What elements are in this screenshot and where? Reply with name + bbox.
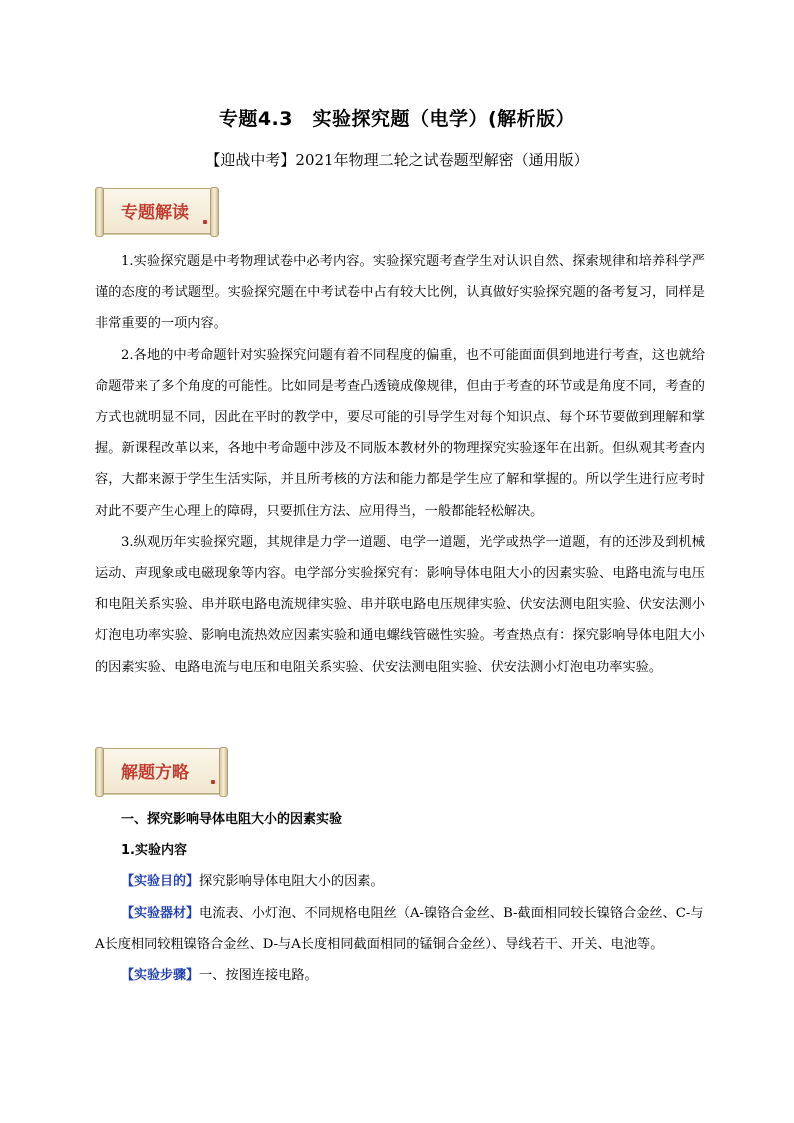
section-banner-strategy (98, 748, 225, 794)
subsection-heading: 1.实验内容 (121, 843, 187, 859)
steps-tag: 【实验步骤】 (121, 968, 200, 984)
banner-label: 专题解读 (121, 203, 189, 223)
paragraph: 2.各地的中考命题针对实验探究问题有着不同程度的偏重，也不可能面面俱到地进行考查，这也就给命题带来了多个角度的可能性。比如同是考查凸透镜成像规律，但由于考查的环节或是角度不同，考查的方式也就明显不同，因此在平时的教学中，要尽可能的引导学生对每个知识点、每个环节要做到理解和掌握。新课程改革以来，各地中考命题中涉及不同版本教材外的物理探究实验逐年在出新。但纵观其考查内容，大都来源于学生生活实际，并且所考核的方法和能力都是学生应了解和掌握的。所以学生进行应考时对此不要产生心理上的障碍，只要抓住方法、应用得当，一般都能轻松解决。 (95, 347, 705, 519)
section-heading: 一、探究影响导体电阻大小的因素实验 (121, 812, 343, 827)
banner-dot (211, 780, 215, 784)
purpose-tag: 【实验目的】 (121, 874, 200, 890)
interpretation-body (95, 246, 705, 683)
purpose-text: 探究影响导体电阻大小的因素。 (199, 874, 384, 890)
equipment-text: 电流表、小灯泡、不同规格电阻丝（A-镍铬合金丝、B-截面相同较长镍铬合金丝、C-与A长度相同较粗镍铬合金丝、D-与A长度相同截面相同的锰铜合金丝）、导线若干、开关、电池等。 (95, 905, 704, 952)
strategy-body (95, 804, 705, 991)
scroll-roll-left (95, 187, 104, 237)
page-title: 专题4.3 实验探究题（电学）(解析版） (218, 108, 576, 130)
scroll-roll-right (219, 747, 228, 797)
banner-dot (203, 220, 207, 224)
steps-text: 一、按图连接电路。 (199, 968, 318, 984)
paragraph: 1.实验探究题是中考物理试卷中必考内容。实验探究题考查学生对认识自然、探索规律和培养科学严谨的态度的考试题型。实验探究题在中考试卷中占有较大比例，认真做好实验探究题的备考复习，同样是非常重要的一项内容。 (95, 254, 705, 332)
scroll-roll-right (210, 187, 219, 237)
paragraph: 3.纵观历年实验探究题，其规律是力学一道题、电学一道题，光学或热学一道题，有的还涉及到机械运动、声现象或电磁现象等内容。电学部分实验探究有：影响导体电阻大小的因素实验、电路电流与电压和电阻关系实验、串并联电路电流规律实验、串并联电路电压规律实验、伏安法测电阻实验、伏安法测小灯泡电功率实验、影响电流热效应因素实验和通电螺线管磁性实验。考查热点有：探究影响导体电阻大小的因素实验、电路电流与电压和电阻关系实验、伏安法测电阻实验、伏安法测小灯泡电功率实验。 (95, 534, 705, 675)
section-banner-interpretation (98, 188, 216, 234)
banner-label: 解题方略 (121, 763, 189, 783)
equipment-tag: 【实验器材】 (121, 905, 200, 921)
page-subtitle: 【迎战中考】2021年物理二轮之试卷题型解密（通用版） (205, 151, 589, 169)
scroll-roll-left (95, 747, 104, 797)
